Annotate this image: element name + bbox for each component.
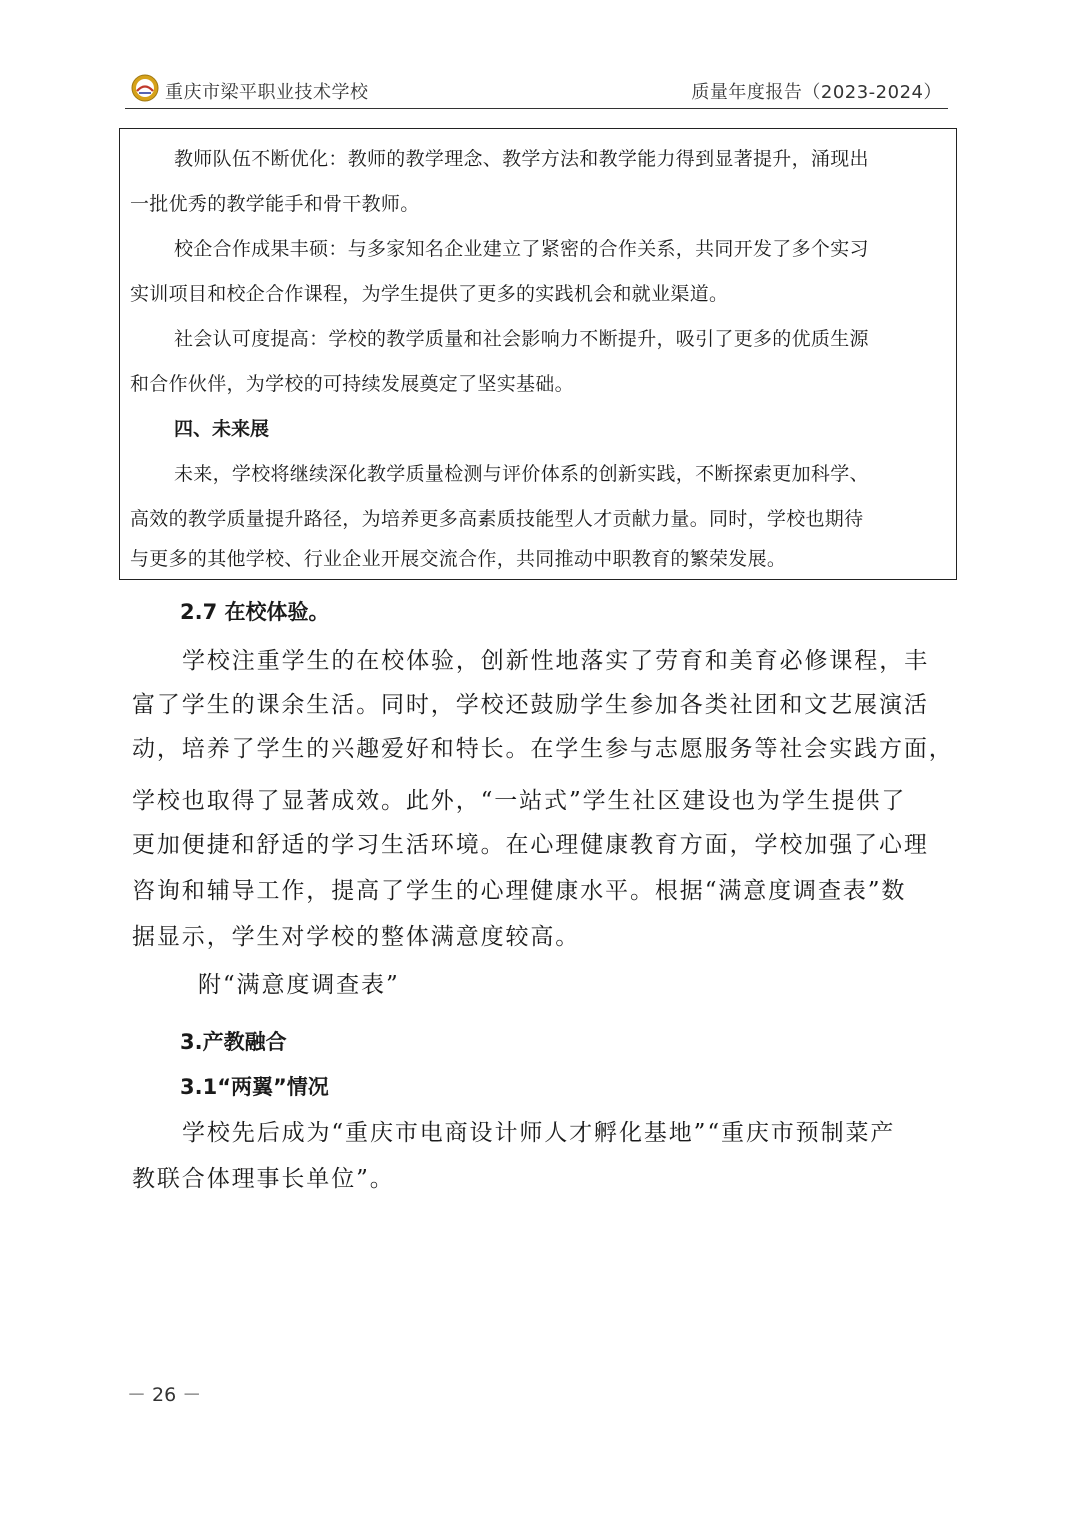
box-line: 教师队伍不断优化：教师的教学理念、教学方法和教学能力得到显著提升，涌现出 — [174, 148, 869, 170]
summary-box — [119, 128, 957, 580]
page-header — [125, 72, 948, 109]
body-line: 据显示，学生对学校的整体满意度较高。 — [132, 924, 581, 950]
body-line: 更加便捷和舒适的学习生活环境。在心理健康教育方面，学校加强了心理 — [132, 832, 929, 858]
body-line: 动，培养了学生的兴趣爱好和特长。在学生参与志愿服务等社会实践方面， — [132, 736, 954, 762]
body-line: 富了学生的课余生活。同时，学校还鼓励学生参加各类社团和文艺展演活 — [132, 692, 929, 718]
box-line: 高效的教学质量提升路径，为培养更多高素质技能型人才贡献力量。同时，学校也期待 — [130, 508, 864, 530]
box-heading: 四、未来展 — [174, 418, 270, 440]
box-line: 社会认可度提高：学校的教学质量和社会影响力不断提升，吸引了更多的优质生源 — [174, 328, 869, 350]
section-heading-2-7: 2.7 在校体验。 — [180, 600, 330, 624]
report-title: 质量年度报告（2023-2024） — [691, 82, 942, 103]
box-line: 和合作伙伴，为学校的可持续发展奠定了坚实基础。 — [130, 373, 574, 395]
body-line: 学校先后成为“重庆市电商设计师人才孵化基地”“重庆市预制菜产 — [182, 1120, 896, 1146]
body-line: 教联合体理事长单位”。 — [132, 1166, 395, 1192]
box-line: 实训项目和校企合作课程，为学生提供了更多的实践机会和就业渠道。 — [130, 283, 729, 305]
page-number: － 26 － — [127, 1384, 202, 1406]
appendix-note: 附“满意度调查表” — [198, 972, 400, 998]
section-heading-3: 3.产教融合 — [180, 1030, 287, 1054]
body-line: 学校注重学生的在校体验，创新性地落实了劳育和美育必修课程，丰 — [182, 648, 929, 674]
body-line: 咨询和辅导工作，提高了学生的心理健康水平。根据“满意度调查表”数 — [132, 878, 907, 904]
section-heading-3-1: 3.1“两翼”情况 — [180, 1075, 329, 1099]
box-line: 一批优秀的教学能手和骨干教师。 — [130, 193, 420, 215]
box-line: 与更多的其他学校、行业企业开展交流合作，共同推动中职教育的繁荣发展。 — [130, 548, 787, 570]
school-logo-icon — [131, 74, 159, 102]
school-name: 重庆市梁平职业技术学校 — [165, 82, 369, 103]
box-line: 未来，学校将继续深化教学质量检测与评价体系的创新实践，不断探索更加科学、 — [174, 463, 869, 485]
body-line: 学校也取得了显著成效。此外，“一站式”学生社区建设也为学生提供了 — [132, 788, 907, 814]
box-line: 校企合作成果丰硕：与多家知名企业建立了紧密的合作关系，共同开发了多个实习 — [174, 238, 869, 260]
